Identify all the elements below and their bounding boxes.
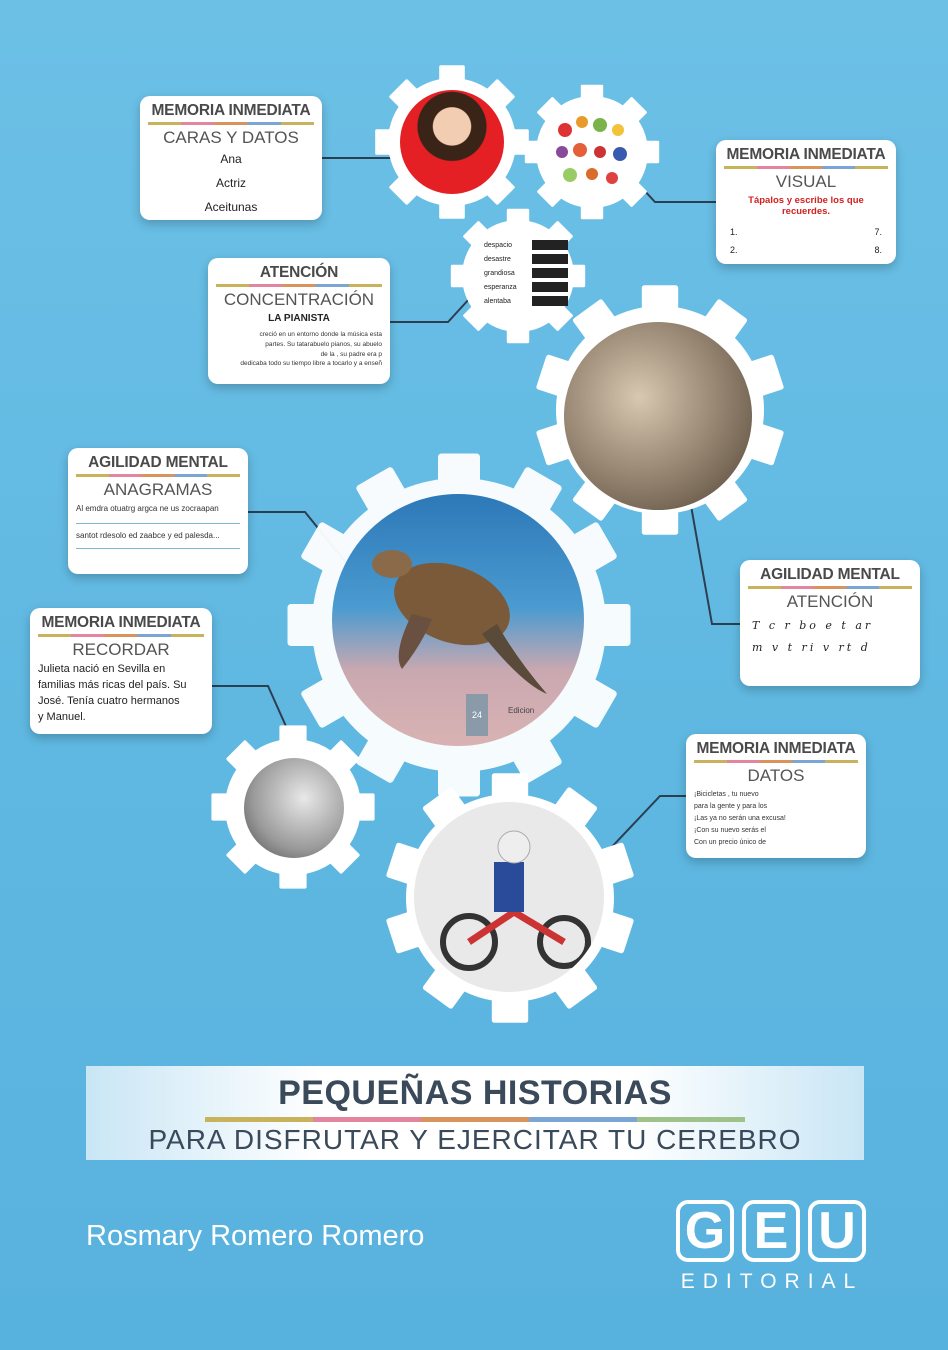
card-atencion: [740, 560, 920, 686]
card-line: creció en un entorno donde la música esta: [259, 331, 382, 338]
card-line: y Manuel.: [38, 711, 86, 723]
card-subtitle: RECORDAR: [72, 640, 170, 659]
color-bar: [38, 634, 204, 637]
book-subtitle: PARA DISFRUTAR Y EJERCITAR TU CEREBRO: [148, 1124, 802, 1155]
color-bar: [694, 760, 858, 763]
card-line: familias más ricas del país. Su: [38, 679, 187, 691]
card-line: m v t ri v rt d: [752, 641, 871, 654]
color-bar: [216, 284, 382, 287]
card-line: santot rdesolo ed zaabce y ed palesda...: [76, 524, 240, 549]
logo-letter: G: [676, 1200, 734, 1262]
card-line: Julieta nació en Sevilla en: [38, 663, 166, 675]
card-title: MEMORIA INMEDIATA: [151, 102, 311, 119]
card-item: 1.: [730, 227, 738, 237]
card-line: Ana: [220, 152, 242, 166]
color-bar: [724, 166, 888, 169]
card-title: MEMORIA INMEDIATA: [41, 614, 201, 631]
turtle-photo: [332, 494, 584, 746]
card-item: 2.: [730, 245, 738, 255]
card-recordar: [30, 608, 212, 734]
color-bar: [76, 474, 240, 477]
logo-letter: U: [808, 1200, 866, 1262]
card-line: Con un precio único de: [694, 839, 766, 846]
page-number: 24: [466, 694, 488, 736]
card-line: partes. Su tatarabuelo pianos, su abuelo: [265, 340, 382, 348]
card-line: Actriz: [216, 176, 246, 190]
color-bar: [148, 122, 314, 125]
author-name: Rosmary Romero Romero: [86, 1220, 425, 1252]
card-subtitle: DATOS: [747, 766, 805, 785]
card-title: MEMORIA INMEDIATA: [726, 146, 886, 163]
card-line: Al emdra otuatrg argca ne us zocraapan: [76, 503, 240, 524]
word-tiles: [484, 238, 568, 308]
card-instruction: Tápalos y escribe los que recuerdes.: [748, 195, 864, 217]
card-subtitle: ANAGRAMAS: [103, 480, 213, 499]
card-line: T c r bo e t ar: [752, 619, 874, 632]
title-banner: [86, 1066, 864, 1160]
card-anagramas: [68, 448, 248, 574]
card-title: AGILIDAD MENTAL: [88, 454, 228, 471]
card-title: AGILIDAD MENTAL: [760, 566, 900, 583]
woman-face-photo: [400, 90, 504, 194]
color-bar: [748, 586, 912, 589]
word-tile: grandiosa: [484, 266, 568, 280]
card-line: ¡Bicicletas , tu nuevo: [694, 791, 759, 798]
card-heading: LA PIANISTA: [268, 313, 330, 324]
card-line: Aceitunas: [204, 200, 258, 214]
publisher-logo: [676, 1200, 868, 1294]
card-subtitle: VISUAL: [775, 172, 837, 191]
card-title: MEMORIA INMEDIATA: [696, 740, 856, 757]
card-line: ¡Con su nuevo serás el: [694, 827, 766, 834]
page-corner-text: Edicion: [508, 706, 535, 715]
pasta-kids-photo: [564, 322, 752, 510]
card-title: ATENCIÓN: [259, 264, 339, 281]
card-visual: [716, 140, 896, 264]
book-title: PEQUEÑAS HISTORIAS: [278, 1074, 672, 1112]
card-subtitle: CARAS Y DATOS: [163, 128, 299, 147]
card-item: 8.: [874, 245, 882, 255]
word-tile: esperanza: [484, 280, 568, 294]
card-line: ¡Las ya no serán una excusa!: [694, 815, 786, 822]
bike-photo: [414, 802, 604, 992]
card-caras-datos: [140, 96, 322, 220]
card-line: para la gente y para los: [694, 803, 768, 810]
card-datos: [686, 734, 866, 858]
logo-letter: E: [742, 1200, 800, 1262]
card-line: José. Tenía cuatro hermanos: [38, 695, 180, 707]
word-tile: despacio: [484, 238, 568, 252]
card-item: 7.: [874, 227, 882, 237]
publisher-sub: EDITORIAL: [680, 1270, 864, 1293]
color-bar: [205, 1117, 745, 1122]
card-subtitle: CONCENTRACIÓN: [223, 290, 375, 309]
card-line: dedicaba todo su tiempo libre a tocarlo y a enseñ: [240, 360, 382, 368]
card-subtitle: ATENCIÓN: [786, 592, 874, 611]
food-photo: [540, 100, 644, 204]
card-concentracion: [208, 258, 390, 384]
card-line: de la , su padre era p: [320, 350, 382, 358]
woman-camera-photo: [244, 758, 344, 858]
word-tile: alentaba: [484, 294, 568, 308]
word-tile: desastre: [484, 252, 568, 266]
